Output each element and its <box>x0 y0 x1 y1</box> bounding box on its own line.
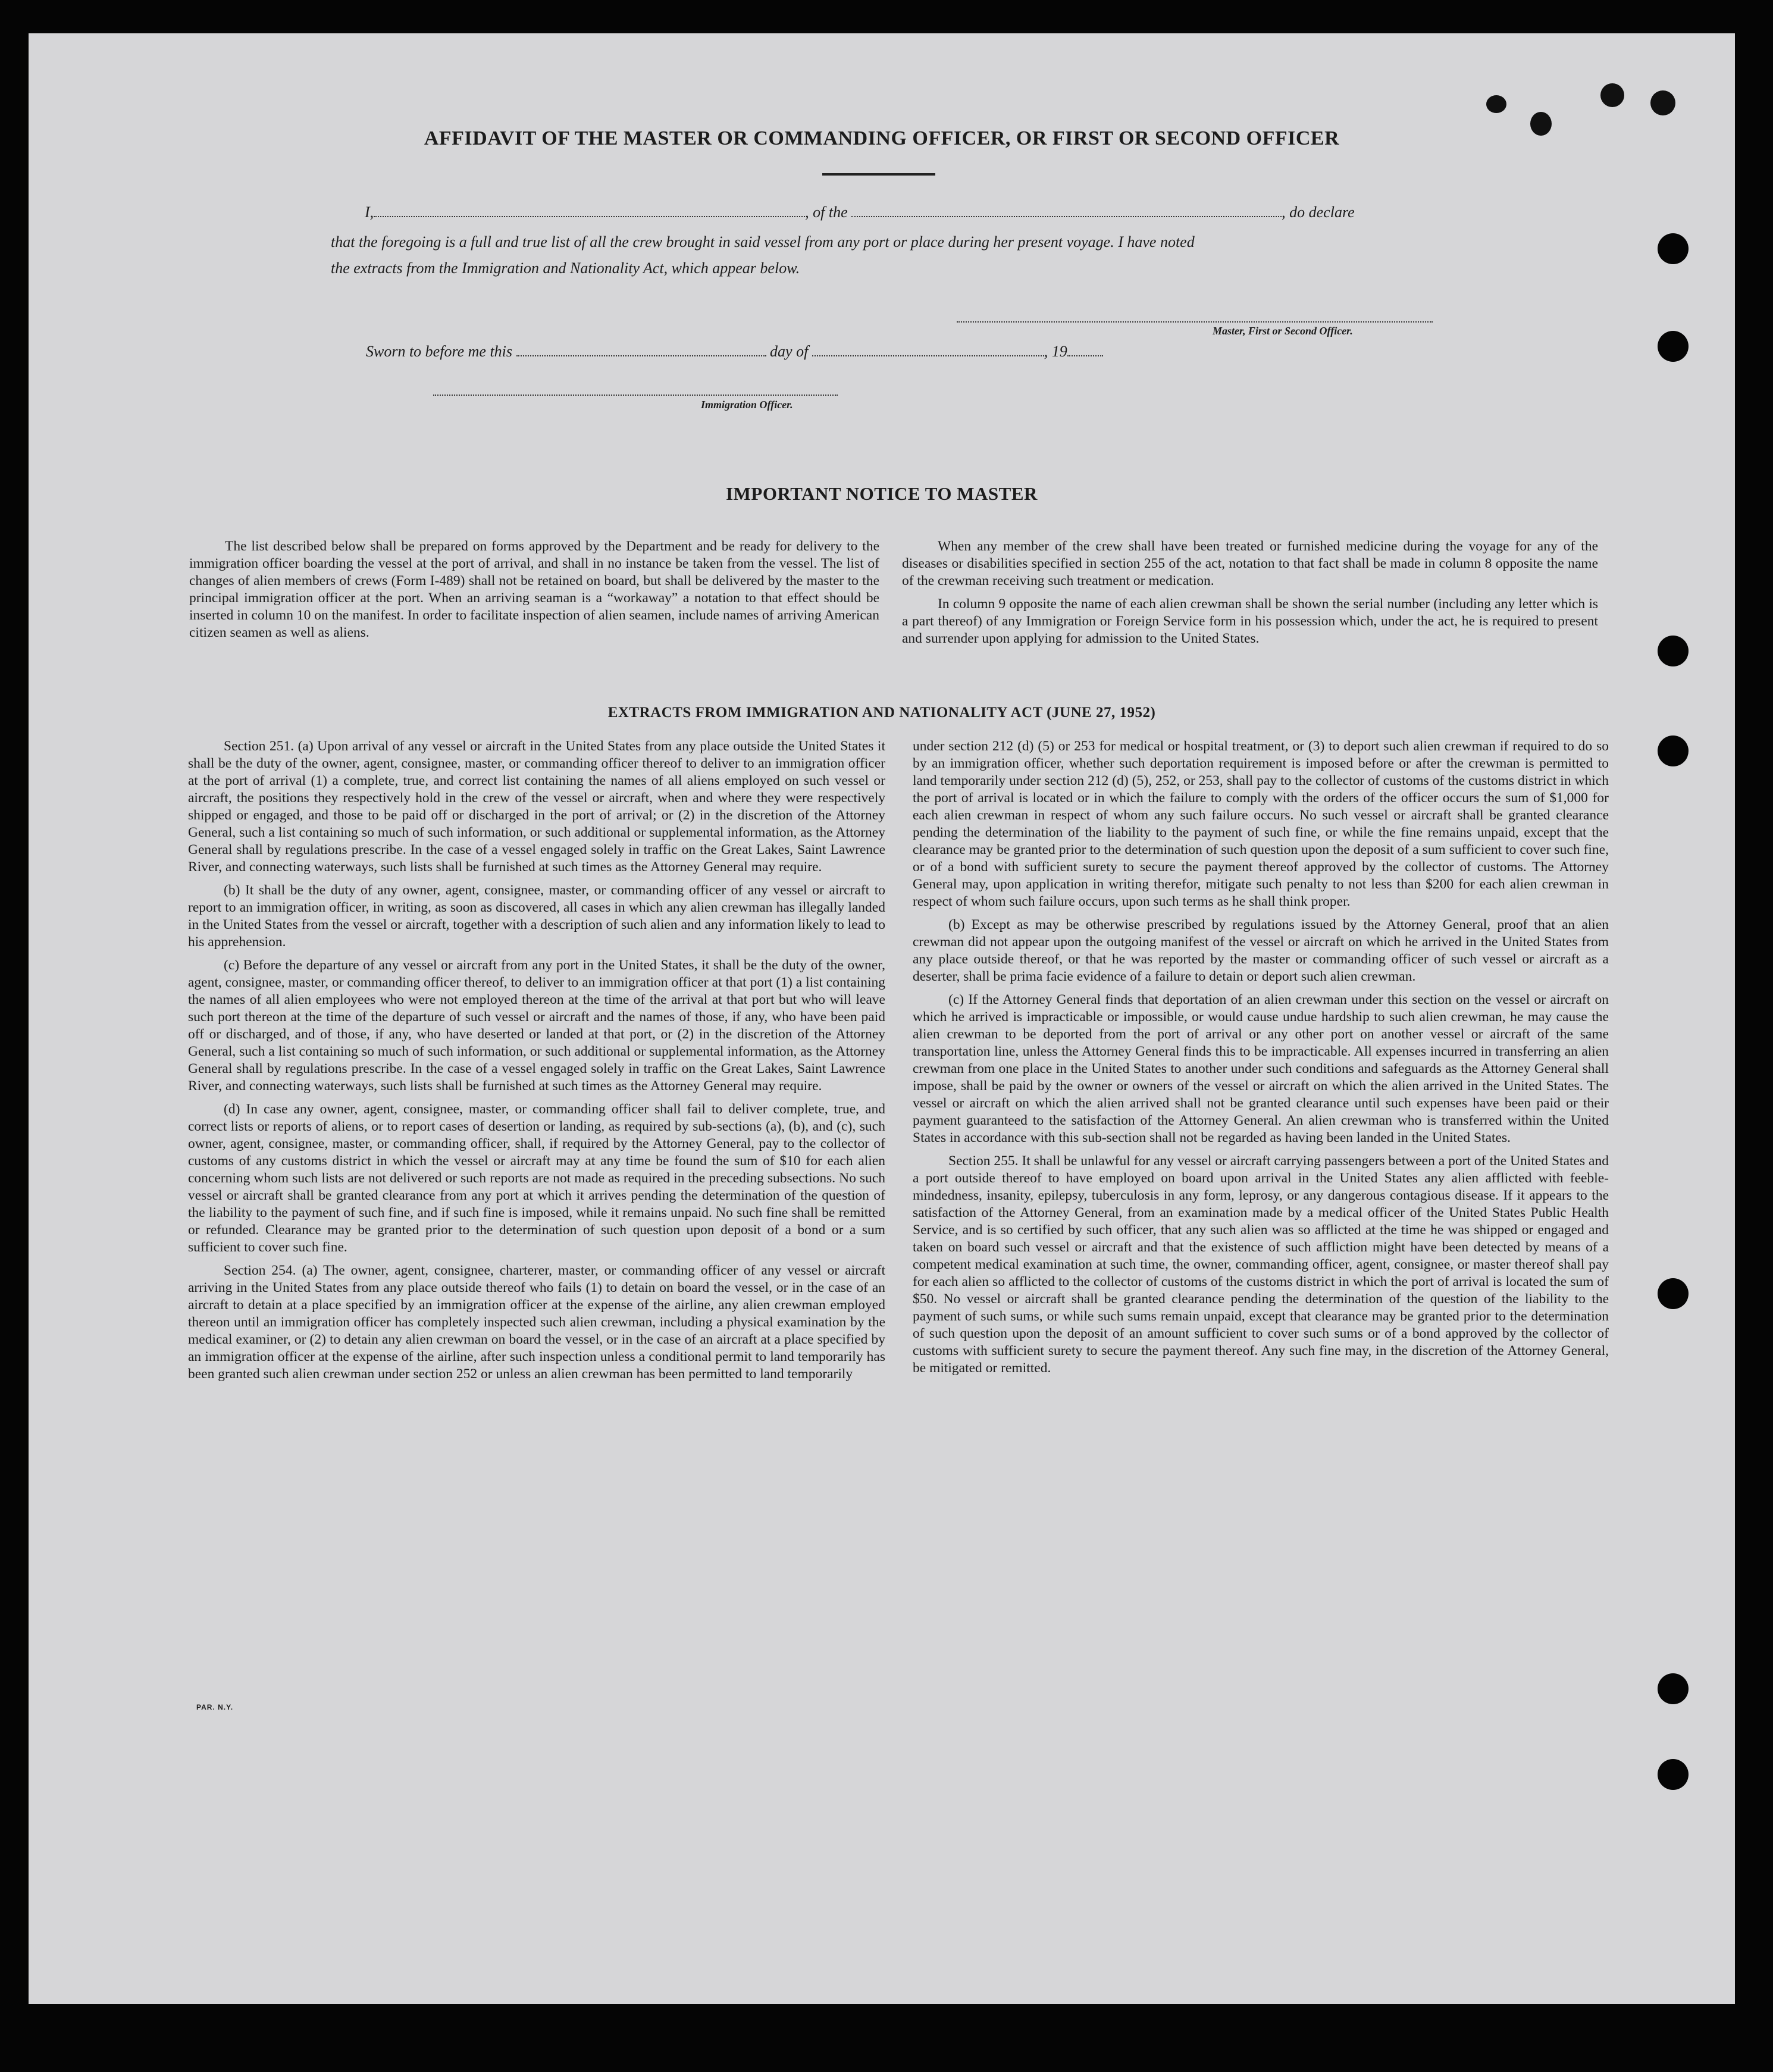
printer-mark: PAR. N.Y. <box>196 1703 234 1711</box>
declaration-line-3: the extracts from the Immigration and Nationality Act, which appear below. <box>331 259 800 277</box>
notice-left-column <box>189 538 879 647</box>
extracts-left-column <box>188 738 885 1389</box>
declaration-line-2: that the foregoing is a full and true list of all the crew brought in said vessel from any port or place during her present voyage. I have noted <box>331 233 1195 251</box>
punch-hole <box>1658 1673 1689 1704</box>
declaration-of-the: , of the <box>805 204 848 221</box>
punch-hole <box>1658 636 1689 666</box>
sworn-line <box>366 343 1103 361</box>
notice-title: IMPORTANT NOTICE TO MASTER <box>726 483 1038 504</box>
hole-speck <box>1486 95 1506 113</box>
sworn-day-field[interactable] <box>516 343 766 356</box>
title-rule <box>822 173 935 176</box>
declaration-declare: , do declare <box>1282 204 1355 221</box>
notice-paragraph: When any member of the crew shall have been treated or furnished medicine during the voyage for any of the diseases or disabilities specified in section 255 of the act, notation to that fact shall be made in column 8 opposite the name of the crewman receiving such treatment or medication. <box>902 539 1598 589</box>
extract-paragraph: (c) Before the departure of any vessel or aircraft from any port in the United States, it shall be the duty of the owner, agent, consignee, master, or commanding officer thereof, to deliver to an immigration officer at that port (1) a list containing the names of all alien employees who were not employed thereon at the time of the arrival at that port but who will leave such port thereon at the time of the departure of such vessel or aircraft and the names of those, if any, who have been paid off or discharged, and of those, if any, who have deserted or landed at that port, or (2) in the discretion of the Attorney General, such a list containing so much of such information, or such additional or supplemental information, as the Attorney General shall by regulations prescribe. In the case of a vessel engaged solely in traffic on the Great Lakes, Saint Lawrence River, and connecting waterways, such lists shall be furnished at such times as the Attorney General may require. <box>188 957 885 1094</box>
hole-speck <box>1650 90 1675 115</box>
vessel-field[interactable] <box>851 204 1282 217</box>
punch-hole <box>1658 735 1689 766</box>
punch-hole <box>1658 1759 1689 1790</box>
extract-paragraph: under section 212 (d) (5) or 253 for medical or hospital treatment, or (3) to deport such alien crewman if required to do so by an immigration officer, whether such deportation requirement is imposed before or after the crewman is permitted to land temporarily under section 212 (d) (5), 252, or 253, shall pay to the collector of customs of the customs district in which the port of arrival is located or in which the failure to comply with the orders of the officer occurs the sum of $1,000 for each alien crewman in respect of whom any such failure occurs. No such vessel or aircraft shall be granted clearance pending the determination of the liability to the payment of such fine, or while the fine remains unpaid, except that the clearance may be granted prior to the determination of such question upon the deposit of a sum sufficient to cover such fine, or of a bond with sufficient surety to secure the payment thereof approved by the collector of customs. The Attorney General may, upon application in writing therefor, mitigate such penalty to not less than $200 for each alien crewman in respect of whom such failure occurs, upon such terms as he shall think proper. <box>913 738 1609 909</box>
declaration-i: I, <box>365 204 374 221</box>
punch-hole <box>1658 233 1689 264</box>
extract-paragraph: Section 255. It shall be unlawful for any vessel or aircraft carrying passengers between a port of the United States and a port outside thereof to have employed on board upon arrival in the United States any alien afflicted with feeble-mindedness, insanity, epilepsy, tuberculosis in any form, leprosy, or any dangerous contagious disease. If it appears to the satisfaction of the Attorney General, from an examination made by a medical officer of the United States Public Health Service, and is so certified by such officer, that any such alien was so afflicted at the time he was shipped or engaged and taken on board such vessel or aircraft and that the existence of such affliction might have been detected by means of a competent medical examination at such time, the owner, commanding officer, agent, consignee, or master thereof shall pay for each alien so afflicted to the collector of customs of the customs district in which the port of arrival is located the sum of $50. No vessel or aircraft shall be granted clearance pending the determination of the question of the liability to the payment of such sums, or while such sums remain unpaid, except that clearance may be granted prior to the determination of such question upon the deposit of an amount sufficient to cover such sums or of a bond approved by the collector of customs with sufficient surety to secure the payment thereof. Any such fine may, in the discretion of the Attorney General, be mitigated or remitted. <box>913 1153 1609 1376</box>
extract-paragraph: (c) If the Attorney General finds that deportation of an alien crewman under this section on the vessel or aircraft on which he arrived is impracticable or impossible, or would cause undue hardship to such alien crewman, he may cause the alien crewman to be deported from the port of arrival or any other port on another vessel or aircraft of the same transportation line, unless the Attorney General finds this to be impracticable. All expenses incurred in transferring an alien crewman from one place in the United States to another under such conditions and safeguards as the Attorney General shall impose, shall be paid by the owner or owners of the vessel or aircraft on which the alien arrived in the United States. The vessel or aircraft on which the alien arrived shall not be granted clearance until such expenses have been paid or their payment guaranteed to the satisfaction of the Attorney General. An alien crewman who is transferred within the United States in accordance with this sub-section shall not be regarded as having been landed in the United States. <box>913 992 1609 1145</box>
declaration-line <box>365 204 1355 221</box>
form-page <box>29 33 1735 2004</box>
notice-right-column <box>902 538 1598 653</box>
extract-paragraph: Section 254. (a) The owner, agent, consignee, charterer, master, or commanding officer of any vessel or aircraft arriving in the United States from any place outside thereof who fails (1) to detain on board the vessel, or in the case of an aircraft to detain at a place specified by an immigration officer at the expense of the airline, any alien crewman employed thereon until an immigration officer has completely inspected such alien crewman, including a physical examination by the medical examiner, or (2) to detain any alien crewman on board the vessel, or in the case of an aircraft at a place specified by an immigration officer at the expense of the airline, after such inspection unless a conditional permit to land temporarily has been granted such alien crewman under section 252 or unless an alien crewman has been permitted to land temporarily <box>188 1263 885 1382</box>
punch-hole <box>1658 331 1689 362</box>
extract-paragraph: Section 251. (a) Upon arrival of any vessel or aircraft in the United States from any place outside the United States it shall be the duty of the owner, agent, consignee, master, or commanding officer thereof to deliver to an immigration officer at the port of arrival (1) a complete, true, and correct list containing the names of all aliens employed on such vessel or aircraft, the positions they respectively hold in the crew of the vessel or aircraft, when and where they were respectively shipped or engaged, and those to be paid off or discharged in the port of arrival; or (2) in the discretion of the Attorney General, such a list containing so much of such information, or such additional or supplemental information, as the Attorney General shall by regulations prescribe. In the case of a vessel engaged solely in traffic on the Great Lakes, Saint Lawrence River, and connecting waterways, such lists shall be furnished at such times as the Attorney General may require. <box>188 738 885 875</box>
punch-hole <box>1658 1278 1689 1309</box>
day-of-text: day of <box>770 343 809 360</box>
sworn-text: Sworn to before me this <box>366 343 513 360</box>
master-signature-line[interactable] <box>957 321 1433 323</box>
extract-paragraph: (b) Except as may be otherwise prescribed by regulations issued by the Attorney General, proof that an alien crewman did not appear upon the outgoing manifest of the vessel or aircraft on which he arrived in the United States from any place outside thereof, or that he was reported by the master or commanding officer of such vessel or aircraft as a deserter, shall be prima facie evidence of a failure to detain or deport such alien crewman. <box>913 917 1609 984</box>
sworn-month-field[interactable] <box>812 343 1044 356</box>
extract-paragraph: (b) It shall be the duty of any owner, agent, consignee, master, or commanding officer of any vessel or aircraft to report to an immigration officer, in writing, as soon as discovered, all cases in which any alien crewman has illegally landed in the United States from the vessel or aircraft, together with a description of such alien and any information likely to lead to his apprehension. <box>188 882 885 950</box>
hole-speck <box>1600 83 1624 107</box>
extract-paragraph: (d) In case any owner, agent, consignee, master, or commanding officer shall fail to deliver complete, true, and correct lists or reports of aliens, or to report cases of desertion or landing, as required by sub-sections (a), (b), and (c), such owner, agent, consignee, master, or commanding officer, shall, if required by the Attorney General, pay to the collector of customs of any customs district in which the vessel or aircraft may at any time be found the sum of $10 for each alien concerning whom such lists are not delivered or such reports are not made as required in the preceding subsections. No such vessel or aircraft shall be granted clearance from any port at which it arrives pending the determination of the question of the liability to the payment of such fine, and if such fine is imposed, while it remains unpaid. No such fine shall be remitted or refunded. Clearance may be granted prior to the determination of such question upon deposit of a bond or a sum sufficient to cover such fine. <box>188 1101 885 1255</box>
officer-signature-line[interactable] <box>433 395 838 396</box>
sworn-year-field[interactable] <box>1067 343 1103 356</box>
master-signature-label: Master, First or Second Officer. <box>1213 325 1353 337</box>
name-field[interactable] <box>374 204 805 217</box>
notice-paragraph: The list described below shall be prepared on forms approved by the Department and be ready for delivery to the immigration officer boarding the vessel at the port of arrival, and shall in no instance be taken from the vessel. The list of changes of alien members of crews (Form I-489) shall not be retained on board, but shall be delivered by the master to the principal immigration officer at the port. When an arriving seaman is a “workaway” a notation to that effect should be inserted in column 10 on the manifest. In order to facilitate inspection of alien seamen, include names of arriving American citizen seamen as well as aliens. <box>189 539 879 640</box>
extracts-right-column <box>913 738 1609 1383</box>
officer-signature-label: Immigration Officer. <box>701 399 793 411</box>
year-text: , 19 <box>1044 343 1067 360</box>
extracts-title: EXTRACTS FROM IMMIGRATION AND NATIONALITY ACT (JUNE 27, 1952) <box>607 705 1156 721</box>
affidavit-title: AFFIDAVIT OF THE MASTER OR COMMANDING OFFICER, OR FIRST OR SECOND OFFICER <box>424 127 1340 149</box>
notice-paragraph: In column 9 opposite the name of each alien crewman shall be shown the serial number (including any letter which is a part thereof) of any Immigration or Foreign Service form in his possession which, under the act, he is required to present and surrender upon applying for admission to the United States. <box>902 596 1598 646</box>
